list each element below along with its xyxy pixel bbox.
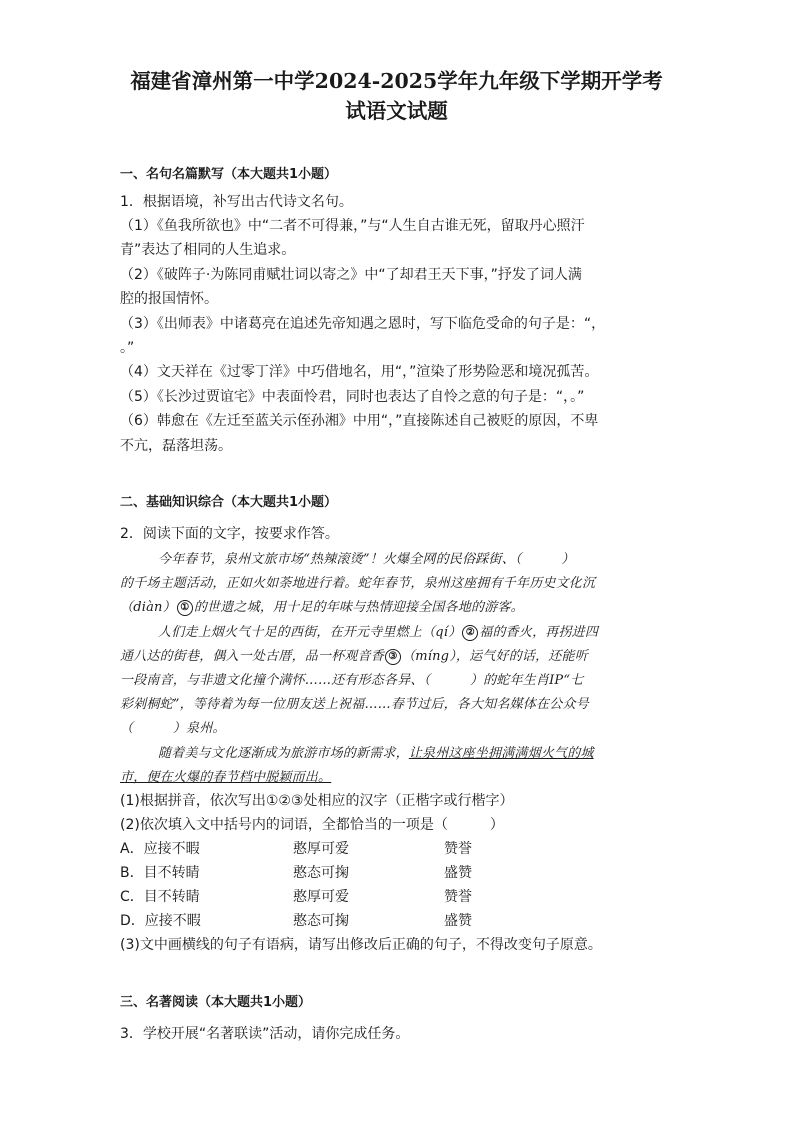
- question-3: (3)文中画横线的句子有语病，请写出修改后正确的句子，不得改变句子原意。: [120, 937, 602, 953]
- s1-line: 不亢，磊落坦荡。: [120, 438, 232, 454]
- passage-line: 彩剁桐蛇”，等待着为每一位朋友送上祝福……春节过后，各大知名媒体在公众号: [120, 697, 589, 712]
- option-b-b: 憨态可掬: [293, 865, 349, 881]
- option-a: A．应接不暇: [120, 841, 200, 857]
- page-title: [100, 66, 693, 126]
- question-1: (1)根据拼音，依次写出①②③处相应的汉字（正楷字或行楷字）: [120, 793, 514, 809]
- option-a-b: 憨厚可爱: [293, 841, 349, 857]
- underlined-sentence: 市，便在火爆的春节档中脱颖而出。: [120, 770, 332, 785]
- section-1-heading: 一、名句名篇默写（本大题共1小题）: [120, 167, 338, 182]
- title-line-1: 福建省漳州第一中学2024-2025学年九年级下学期开学考: [130, 69, 663, 93]
- s1-line: 。”: [120, 340, 135, 356]
- s1-line: （2）《破阵子·为陈同甫赋壮词以寄之》中“了却君王天下事，”抒发了词人满: [120, 267, 582, 283]
- passage-line: （ ）泉州。: [120, 721, 226, 736]
- s1-line: （5）《长沙过贾谊宅》中表面怜君，同时也表达了自怜之意的句子是：“，。”: [120, 389, 585, 405]
- passage-line: 的千场主题活动，正如火如荼地进行着。蛇年春节，泉州这座拥有千年历史文化沉: [120, 576, 596, 591]
- s1-line: 青”表达了相同的人生追求。: [120, 242, 296, 258]
- section-2-heading: 二、基础知识综合（本大题共1小题）: [120, 495, 338, 510]
- question-2: (2)依次填入文中括号内的词语，全都恰当的一项是（ ）: [120, 817, 504, 833]
- option-d-c: 盛赞: [444, 913, 472, 929]
- option-c-c: 赞誉: [444, 889, 472, 905]
- passage-line: 一段南音，与非遗文化撞个满怀……还有形态各异、（ ）的蛇年生肖IP“七: [120, 673, 584, 688]
- underlined-sentence: 让泉州这座坐拥满满烟火气的城: [408, 746, 594, 761]
- s1-line: （1）《鱼我所欲也》中“二者不可得兼，”与“人生自古谁无死，留取丹心照汗: [120, 218, 585, 234]
- title-line-2: 试语文试题: [345, 99, 448, 123]
- passage-line: 人们走上烟火气十足的西街，在开元寺里燃上（qí） ② 福的香火，再拐进四: [158, 625, 599, 640]
- option-c-b: 憨厚可爱: [293, 889, 349, 905]
- option-c: C．目不转睛: [120, 889, 200, 905]
- s1-line: 1．根据语境，补写出古代诗文名句。: [120, 194, 353, 210]
- s2-intro: 2．阅读下面的文字，按要求作答。: [120, 526, 339, 542]
- blank-marker-2: ②: [462, 625, 478, 641]
- option-d-b: 憨态可掬: [293, 913, 349, 929]
- s1-line: （3）《出师表》中诸葛亮在追述先帝知遇之恩时，写下临危受命的句子是：“，: [120, 316, 606, 332]
- pinyin: （diàn）: [120, 600, 176, 615]
- s1-line: 腔的报国情怀。: [120, 291, 218, 307]
- s1-line: （4）文天祥在《过零丁洋》中巧借地名，用“，”渲染了形势险恶和境况孤苦。: [120, 364, 599, 380]
- section-3-heading: 三、名著阅读（本大题共1小题）: [120, 995, 312, 1010]
- option-d: D．应接不暇: [120, 913, 201, 929]
- passage-line: 今年春节，泉州文旅市场“热辣滚烫”！火爆全网的民俗踩街、（ ）: [158, 552, 575, 567]
- passage-line: [120, 766, 331, 785]
- passage-line: 随着美与文化逐渐成为旅游市场的新需求，让泉州这座坐拥满满烟火气的城: [158, 746, 594, 761]
- passage-line: （diàn） ① 的世遗之城，用十足的年味与热情迎接全国各地的游客。: [120, 600, 524, 615]
- blank-marker-3: ③: [385, 649, 401, 665]
- blank-marker-1: ①: [177, 600, 193, 616]
- s3-intro: 3．学校开展“名著联读”活动，请你完成任务。: [120, 1026, 410, 1042]
- s1-line: （6）韩愈在《左迁至蓝关示侄孙湘》中用“，”直接陈述自己被贬的原因，不卑: [120, 413, 599, 429]
- passage-line: 通八达的街巷，偶入一处古厝，品一杯观音香 ③ （míng），运气好的话，还能听: [120, 649, 588, 664]
- option-a-c: 赞誉: [444, 841, 472, 857]
- option-b-c: 盛赞: [444, 865, 472, 881]
- option-b: B．目不转睛: [120, 865, 200, 881]
